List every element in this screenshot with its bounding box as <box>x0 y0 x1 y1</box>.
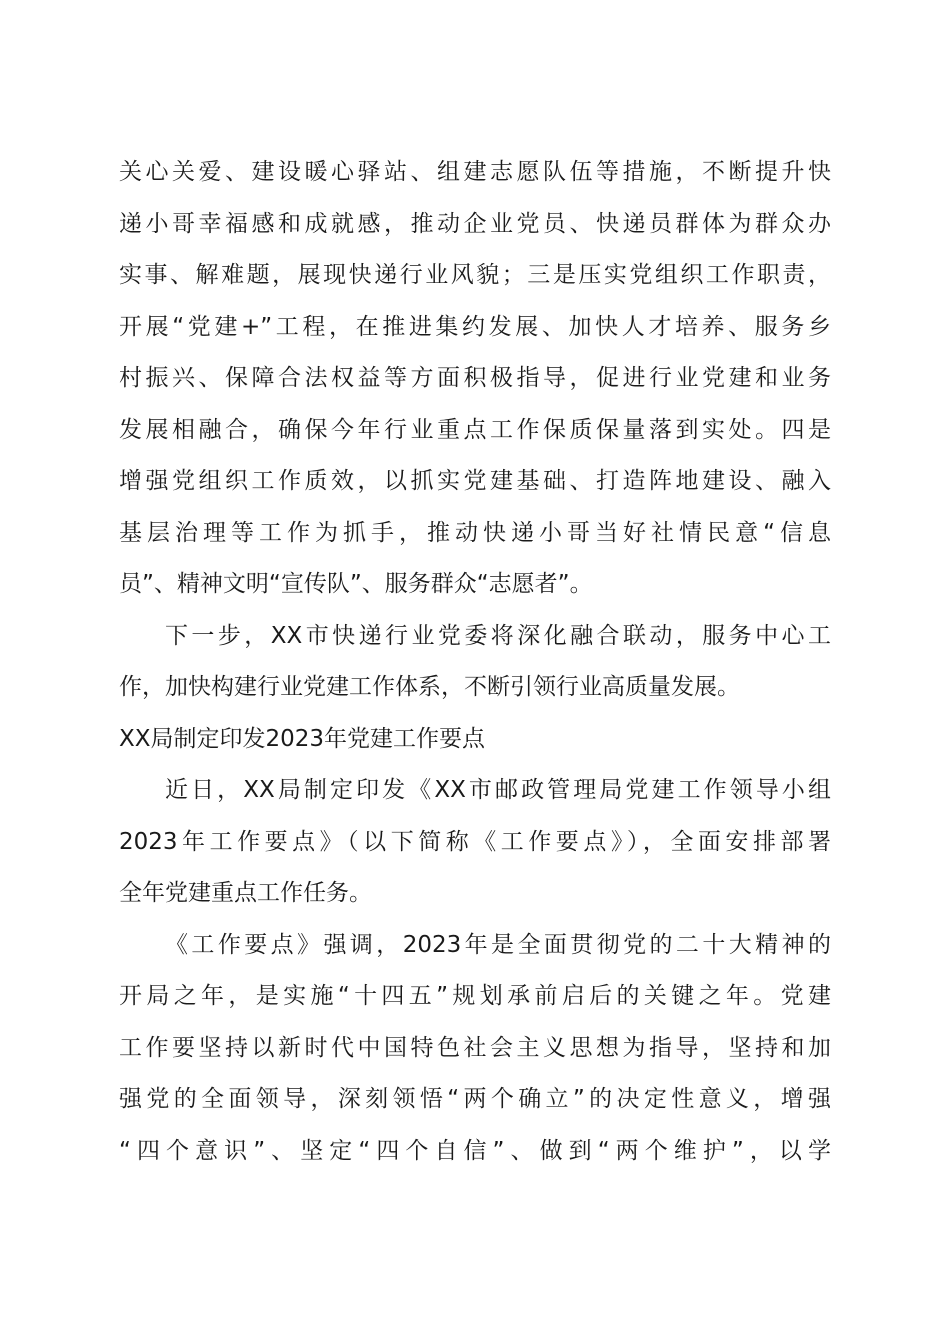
text-line: 递小哥幸福感和成就感，推动企业党员、快递员群体为群众办 <box>119 210 831 237</box>
text-line: 强党的全面领导，深刻领悟“两个确立”的决定性意义，增强 <box>119 1086 831 1112</box>
text-line: 2023年工作要点》（以下简称《工作要点》），全面安排部署 <box>119 828 831 855</box>
text-line: “四个意识”、坚定“四个自信”、做到“两个维护”，以学 <box>119 1137 831 1164</box>
text-line: 基层治理等工作为抓手，推动快递小哥当好社情民意“信息 <box>119 519 831 546</box>
paragraph-3 <box>119 765 831 920</box>
text-line: 《工作要点》强调，2023年是全面贯彻党的二十大精神的 <box>165 931 831 958</box>
text-line: 村振兴、保障合法权益等方面积极指导，促进行业党建和业务 <box>119 365 831 391</box>
text-line: 近日，XX局制定印发《XX市邮政管理局党建工作领导小组 <box>165 777 831 803</box>
text-line: 增强党组织工作质效，以抓实党建基础、打造阵地建设、融入 <box>119 468 831 494</box>
document-body <box>119 147 831 1177</box>
paragraph-4 <box>119 920 831 1178</box>
section-heading: XX局制定印发2023年党建工作要点 <box>119 725 486 752</box>
text-line: 关心关爱、建设暖心驿站、组建志愿队伍等措施，不断提升快 <box>119 159 831 185</box>
text-line: 实事、解难题，展现快递行业风貌；三是压实党组织工作职责， <box>119 262 831 288</box>
text-line: 开展“党建+”工程，在推进集约发展、加快人才培养、服务乡 <box>119 313 831 340</box>
paragraph-2 <box>119 611 831 714</box>
text-line: 作，加快构建行业党建工作体系，不断引领行业高质量发展。 <box>119 674 740 700</box>
text-line: 发展相融合，确保今年行业重点工作保质保量落到实处。四是 <box>119 416 831 443</box>
text-line: 工作要坚持以新时代中国特色社会主义思想为指导，坚持和加 <box>119 1034 831 1061</box>
text-line: 全年党建重点工作任务。 <box>119 880 372 906</box>
text-line: 员”、精神文明“宣传队”、服务群众“志愿者”。 <box>119 571 593 597</box>
text-line: 开局之年，是实施“十四五”规划承前启后的关键之年。党建 <box>119 983 831 1009</box>
text-line: 下一步，XX市快递行业党委将深化融合联动，服务中心工 <box>165 622 831 649</box>
paragraph-1 <box>119 147 831 611</box>
